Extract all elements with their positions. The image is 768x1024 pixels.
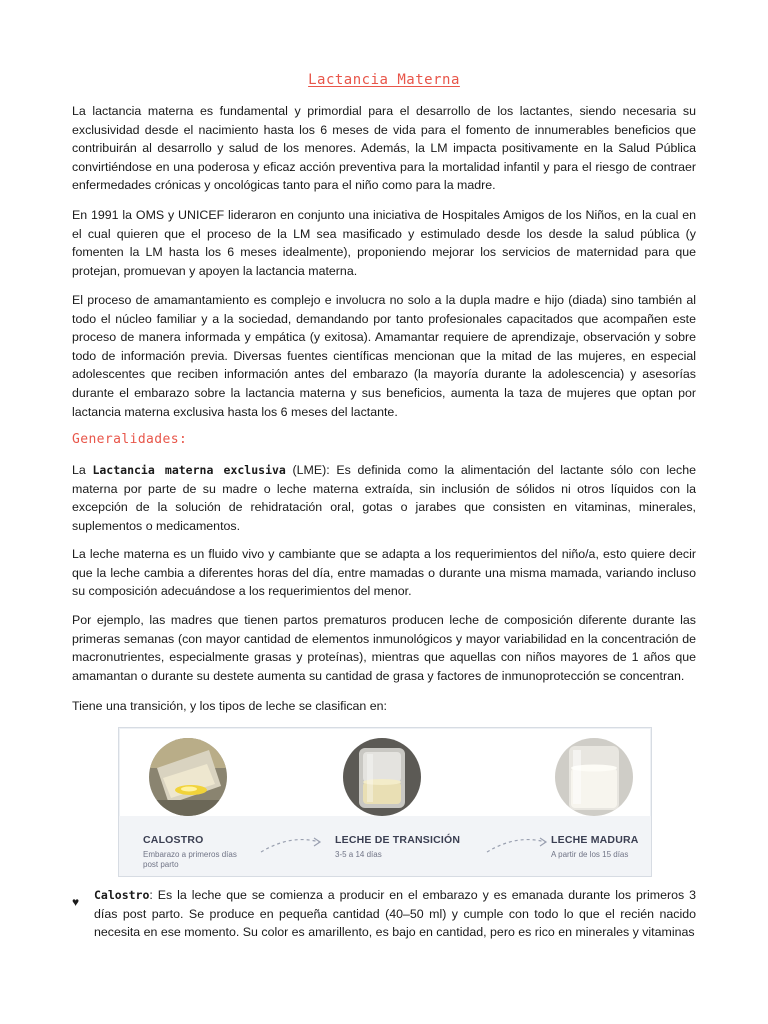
stage-transicion [325, 728, 495, 876]
stage-sub-madura: A partir de los 15 días [551, 850, 629, 859]
calostro-photo [149, 738, 227, 816]
intro-paragraph: La lactancia materna es fundamental y primordial para el desarrollo de los lactantes, siendo necesaria su exclusividad desde el nacimiento hasta los 6 meses de vida para el fomento de innumerables beneficios que contribuirán al desarrollo y salud de los menores. Además, la LM impacta positivamente en la Salud Pública convirtiéndose en una poderosa y eficaz acción preventiva para la mortalidad infantil y para el riesgo de contraer enfermedades crónicas y oncológicas tanto para el niño como para la madre. [72, 104, 696, 193]
transicion-intro: Tiene una transición, y los tipos de leche se clasifican en: [72, 699, 387, 713]
lme-text: : Es definida como la alimentación del lactante sólo con leche materna por parte de su madre o leche materna extraída, sin inclusión de sólidos ni otros líquidos con la excepción de la solución de rehidratación oral, gotas o jarabes que consisten en vitaminas, minerales, suplementos o medicamentos. [72, 463, 696, 533]
stage-madura [547, 728, 652, 876]
leche-fluido-paragraph: La leche materna es un fluido vivo y cambiante que se adapta a los requerimientos del niño/a, esto quiere decir que la leche cambia a diferentes horas del día, entre mamadas o durante una misma mamada, variando incluso su composición adecuándose a los requerimientos del menor. [72, 547, 696, 599]
calostro-term: Calostro [94, 888, 150, 902]
arrow-icon [483, 832, 553, 856]
arrow-icon [257, 832, 327, 856]
lme-term: Lactancia materna exclusiva [92, 463, 286, 477]
section-heading: Generalidades: [72, 432, 188, 447]
calostro-jar-image [149, 738, 227, 816]
oms-unicef-paragraph: En 1991 la OMS y UNICEF lideraron en conjunto una iniciativa de Hospitales Amigos de los Niños, en la cual en el cual quieren que el proceso de la LM sea masificado y estimulado desde los desde la salud pública (y fomenten la LM hasta los 6 meses idealmente), proponiendo mejorar los servicios de maternidad para que protejan, promuevan y apoyen la lactancia materna. [72, 208, 696, 278]
stage-label-transicion: LECHE DE TRANSICIÓN [335, 834, 461, 846]
page-title: Lactancia Materna [308, 72, 460, 88]
lme-abbr: (LME) [285, 463, 327, 477]
ejemplo-paragraph: Por ejemplo, las madres que tienen partos prematuros producen leche de composición diferente durante las primeras semanas (con mayor cantidad de elementos inmunológicos y mayor variabilidad en la concentración de macronutrientes, especialmente grasas y proteínas), mientras que aquellas con niños mayores de 1 años que amamantan o durante su destete aumenta su cantidad de grasa y factores de inmunoprotección se concentran. [72, 613, 696, 683]
stage-label-madura: LECHE MADURA [551, 834, 639, 846]
amamantamiento-paragraph: El proceso de amamantamiento es complejo e involucra no solo a la dupla madre e hijo (diada) sino también al todo el núcleo familiar y a la sociedad, demandando por tanto profesionales capacitados que acompañen este proceso de manera informada y empática (y exitosa). Amamantar requiere de aprendizaje, observación y sobre todo de información previa. Diversas fuentes científicas mencionan que la mitad de las mujeres, en especial adolescentes que reciben información antes del embarazo (la mayoría durante la adolescencia) y asesorías durante el embarazo sobre la lactancia materna y sus beneficios, aumenta la taza de mujeres que optan por lactancia materna exclusiva hasta los 6 meses del lactante. [72, 293, 696, 419]
milk-stages-figure [118, 727, 652, 877]
stage-label-calostro: CALOSTRO [143, 834, 204, 846]
calostro-bullet-item [94, 886, 696, 942]
stage-sub-transicion: 3-5 a 14 días [335, 850, 382, 859]
heart-bullet-icon: ♥ [72, 895, 80, 909]
lme-prefix: La [72, 463, 93, 477]
calostro-text: : Es la leche que se comienza a producir en el embarazo y es emanada durante los primeros 3 días post parto. Se produce en pequeña cantidad (40–50 ml) y cumple con todo lo que el recién nacido necesita en ese momento. Su color es amarillento, es bajo en cantidad, pero es rico en minerales y vitaminas [94, 888, 696, 940]
transicion-photo [343, 738, 421, 816]
madura-jar-image [555, 738, 633, 816]
madura-photo [555, 738, 633, 816]
stage-sub-calostro: Embarazo a primeros días post parto [143, 850, 237, 869]
transicion-jar-image [343, 738, 421, 816]
lme-definition-paragraph [72, 461, 696, 535]
